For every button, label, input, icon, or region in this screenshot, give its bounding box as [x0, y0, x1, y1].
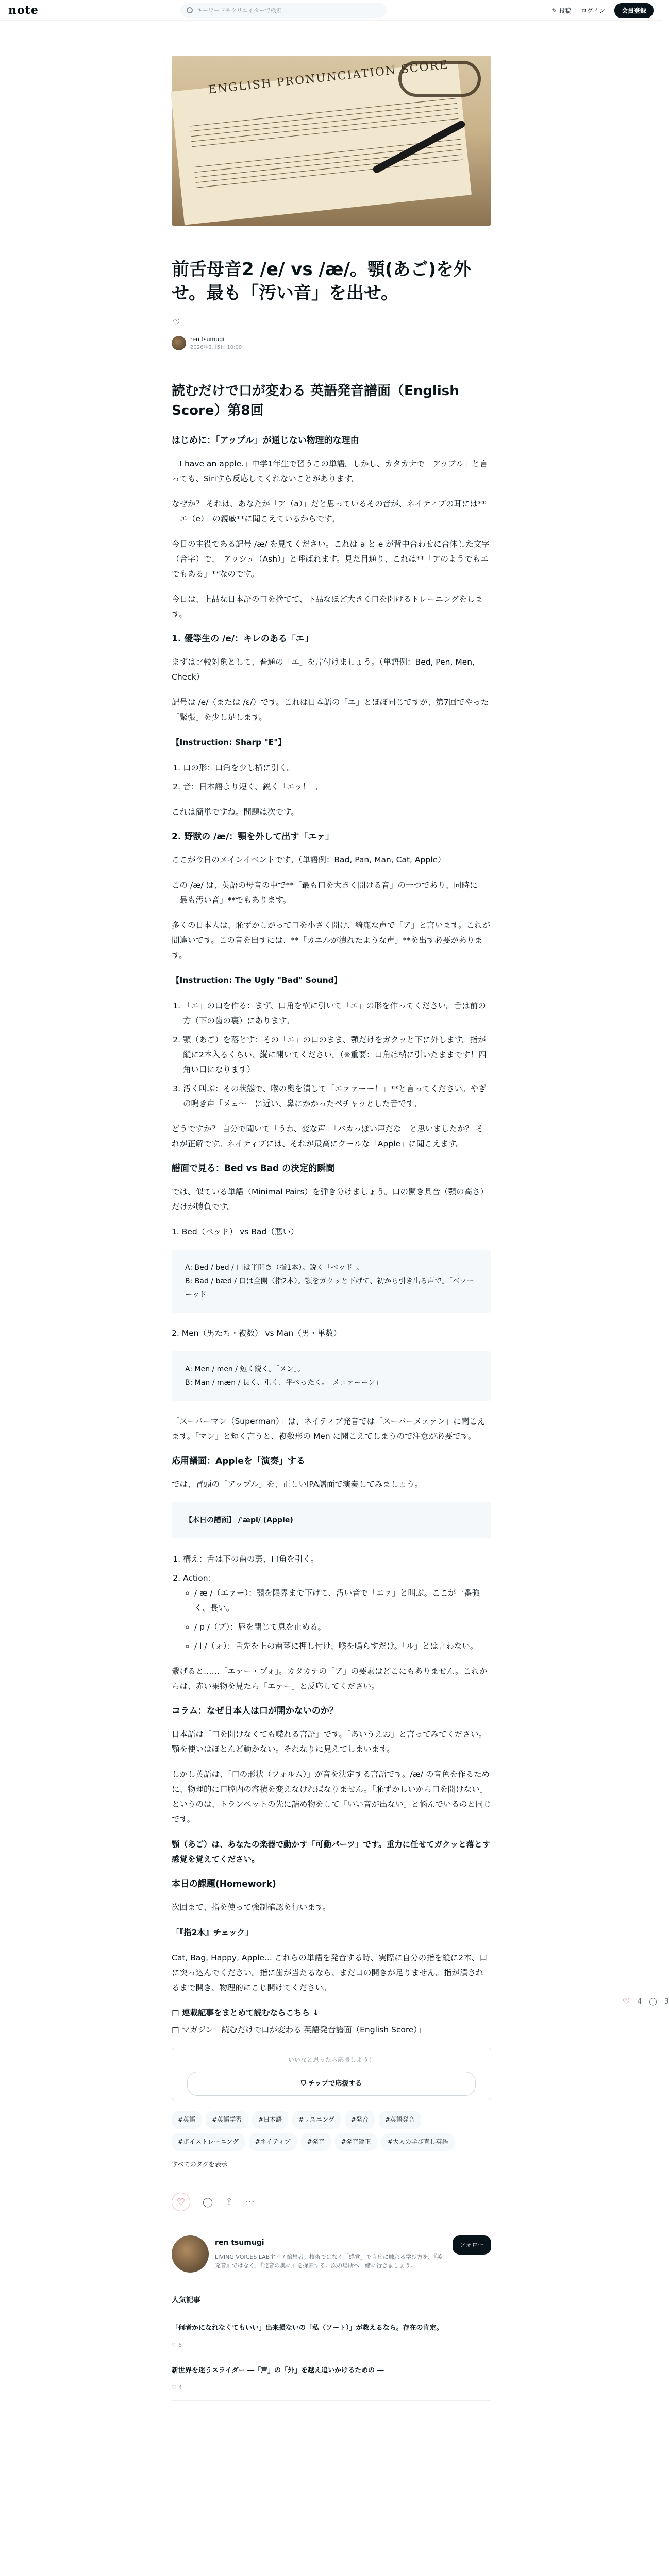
paragraph: では、似ている単語（Minimal Pairs）を弾き分けましょう。口の開き具合（顎の高さ）だけが勝負です。 — [172, 1187, 489, 1211]
instruction-list — [183, 760, 491, 794]
paragraph: これは簡単ですね。問題は次です。 — [172, 807, 299, 817]
list-item: 2. 顎（あご）を落とす：その「エ」の口のまま、顎だけをガクッと下に外します。指が縦に2本入るくらい、縦に開いてください。（※重要：口角は横に引いたままです！四角い口になります） — [183, 1032, 491, 1077]
action-list — [183, 1552, 491, 1654]
glasses-shape — [398, 61, 481, 97]
paragraph: 今日の主役である記号 /æ/ を見てください。これは a と e が背中合わせに合体した文字（合字）で、「アッシュ（Ash）」と呼ばれます。見た目通り、これは**「アのようでもエでもある」**なのです。 — [172, 539, 490, 579]
like-count: 4 — [637, 1997, 642, 2006]
example-box — [172, 1351, 491, 1401]
article-title: 前舌母音2 /e/ vs /æ/。顎(あご)を外せ。最も「汚い音」を出せ。 — [172, 259, 472, 303]
example-line: A: Men / men / 短く鋭く。「メン」。 — [185, 1365, 305, 1374]
more-icon[interactable]: ··· — [245, 2196, 255, 2208]
list-item — [183, 1571, 491, 1654]
popular-articles — [172, 2293, 491, 2401]
paragraph: 繋げると……「エァー・プォ」。カタカナの「ア」の要素はどこにもありません。これからは、赤い果物を見たら「エァー」と反応してください。 — [172, 1667, 488, 1691]
tag[interactable]: #大人の学び直し英語 — [381, 2133, 455, 2151]
avatar[interactable] — [172, 2235, 209, 2273]
comment-icon[interactable]: ◯ — [203, 2196, 213, 2208]
paragraph: この /æ/ は、英語の母音の中で**「最も口を大きく開ける音」の一つであり、同時に「最も汚い音」**でもあります。 — [172, 880, 478, 905]
tag[interactable]: #ボイストレーニング — [172, 2133, 245, 2151]
tag[interactable]: #英語学習 — [206, 2111, 248, 2129]
tag-list — [172, 2111, 491, 2151]
tip-button-label: チップで応援する — [308, 2080, 362, 2088]
author-profile — [172, 2227, 491, 2273]
paragraph: Cat, Bag, Happy, Apple... これらの単語を発音する時、実際に自分の指を縦に2本、口に突っ込んでください。指に歯が当たるなら、まだ口の開きが足りません。指が潰されるまで開き、物理的にこじ開けてください。 — [172, 1953, 488, 1992]
example-line: B: Man / mæn / 長く、重く、平べったく。「メェァーーン」 — [185, 1379, 383, 1387]
comment-count: 3 — [664, 1997, 669, 2006]
tag[interactable]: #発音矯正 — [335, 2133, 377, 2151]
section-heading: 2. 野獣の /æ/：顎を外して出す「エァ」 — [172, 832, 334, 842]
instruction-heading: 【Instruction: The Ugly "Bad" Sound】 — [172, 976, 342, 985]
paragraph: 次回まで、指を使って強制確認を行います。 — [172, 1903, 331, 1912]
article-body — [172, 381, 491, 2401]
tag[interactable]: #日本語 — [252, 2111, 288, 2129]
follow-button[interactable]: フォロー — [453, 2235, 491, 2255]
avatar[interactable] — [172, 336, 186, 350]
search-placeholder: キーワードやクリエイターで検索 — [197, 7, 282, 14]
like-count: 5 — [178, 2342, 182, 2348]
list-item: ◦ / æ /（エァー）：顎を限界まで下げて、汚い音で「エァ」と叫ぶ。ここが一番強く、長い。 — [194, 1586, 491, 1616]
tag[interactable]: #発音 — [301, 2133, 331, 2151]
popular-item-likes: ♡ 5 — [172, 2342, 182, 2348]
popular-title: 人気記事 — [172, 2296, 200, 2304]
hero-image — [172, 56, 491, 226]
note-logo[interactable]: note — [8, 3, 39, 17]
article-actions — [172, 2193, 491, 2211]
tip-button[interactable] — [187, 2072, 476, 2096]
support-label: いいなと思ったら応援しよう！ — [288, 2056, 375, 2063]
paragraph: なぜか？ それは、あなたが「ア（a）」だと思っているその音が、ネイティブの耳には**「エ（e）」の親戚**に聞こえているからです。 — [172, 499, 486, 523]
publish-date: 2026年2月5日 10:00 — [190, 345, 242, 350]
action-sublist — [194, 1586, 491, 1654]
paragraph: どうですか？ 自分で聞いて「うわ、変な声」「バカっぽい声だな」と思いましたか？ それが正解です。ネイティブには、それが最高にクールな「Apple」に聞こえます。 — [172, 1124, 484, 1148]
paragraph: まずは比較対象として、普通の「エ」を片付けましょう。（単語例：Bed, Pen, Men, Check） — [172, 657, 475, 682]
list-item: 1. 構え：舌は下の歯の裏、口角を引く。 — [183, 1552, 491, 1567]
paragraph: しかし英語は、「口の形状（フォルム）」が音を決定する言語です。/æ/ の音色を作るために、物理的に口腔内の容積を変えなければなりません。「恥ずかしいから口を開けない」というのは、トランペットの先に詰め物をして「いい音が出ない」と悩んでいるのと同じです。 — [172, 1770, 492, 1824]
paragraph: 日本語は「口を開けなくても喋れる言語」です。「あいうえお」と言ってみてください。顎を使いはほとんど動かない。それなりに見えてしまいます。 — [172, 1730, 487, 1754]
like-heart-icon[interactable]: ♡ — [623, 1996, 630, 2006]
popular-item[interactable] — [172, 2358, 491, 2401]
example-box — [172, 1250, 491, 1313]
share-icon[interactable]: ⇪ — [225, 2196, 233, 2208]
paragraph: 今日は、上品な日本語の口を捨てて、下品なほど大きく口を開けるトレーニングをします。 — [172, 595, 483, 619]
popular-item-likes: ♡ 4 — [172, 2384, 182, 2391]
author-name[interactable]: ren tsumugi — [190, 336, 225, 343]
tag[interactable]: #ネイティブ — [249, 2133, 297, 2151]
example-line: B: Bad / bæd / 口は全開（指2本）。顎をガクッと下げて、初から引き出る声で。「ベァーーッド」 — [185, 1277, 474, 1299]
tag[interactable]: #リスニング — [292, 2111, 341, 2129]
section-heading: 1. 優等生の /e/：キレのある「エ」 — [172, 634, 313, 644]
list-item: 2. 音：日本語より短く、鋭く「エッ！」。 — [183, 779, 491, 794]
signup-button[interactable]: 会員登録 — [614, 3, 654, 18]
post-label: 投稿 — [559, 7, 572, 14]
section-heading: はじめに：「アップル」が通じない物理的な理由 — [172, 435, 359, 446]
popular-item[interactable] — [172, 2315, 491, 2358]
header-actions — [552, 3, 654, 18]
paragraph: 多くの日本人は、恥ずかしがって口を小さく開け、綺麗な声で「ア」と言います。これが間違いです。この音を出すには、**「カエルが潰れたような声」**を出す必要があります。 — [172, 921, 491, 960]
search-icon — [187, 7, 193, 13]
profile-bio: LIVING VOICES LAB主宰 / 編集者。技術ではなく「感覚」で言葉に触れる学び方を。『英発音』ではなく、『発音の奥に』を探索する。次の場所へ一緒に行きましょう。 — [215, 2253, 443, 2269]
tag[interactable]: #発音 — [345, 2111, 375, 2129]
like-heart-icon[interactable]: ♡ — [172, 2193, 190, 2211]
paragraph: 「I have an apple.」中学1年生で習うこの単語。しかし、カタカナで「アップル」と言っても、Siriすら反応してくれないことがあります。 — [172, 459, 488, 483]
login-link[interactable]: ログイン — [580, 7, 605, 14]
section-heading: 譜面で見る：Bed vs Bad の決定的瞬間 — [172, 1163, 335, 1174]
list-item: 1. 口の形：口角を少し横に引く。 — [183, 760, 491, 775]
tag[interactable]: #英語 — [172, 2111, 202, 2129]
list-item: ◦ / l /（ォ）：舌先を上の歯茎に押し付け、喉を鳴らすだけ。「ル」とは言わない。 — [194, 1639, 491, 1654]
floating-actions — [623, 1996, 669, 2006]
series-label: □ 連載記事をまとめて読むならこちら ↓ — [172, 2008, 320, 2018]
paragraph: ここが今日のメインイベントです。（単語例：Bad, Pan, Man, Cat, Apple） — [172, 855, 446, 865]
instruction-list — [183, 998, 491, 1111]
series-magazine-link[interactable]: □ マガジン「読むだけで口が変わる 英語発音譜面（English Score）」 — [172, 2025, 426, 2035]
section-heading: 本日の課題(Homework) — [172, 1879, 276, 1889]
tip-icon: ⛉ — [300, 2080, 309, 2088]
list-item: ◦ / p /（プ）：唇を閉じて息を止める。 — [194, 1620, 491, 1635]
section-heading: 応用譜面：Appleを「演奏」する — [172, 1456, 305, 1466]
like-count: 4 — [178, 2384, 182, 2391]
popular-item-title: 新世界を迷うスライダー ―「声」の「外」を越え追いかけるための ― — [172, 2367, 384, 2375]
paragraph: では、冒頭の「アップル」を、正しいIPA譜面で演奏してみましょう。 — [172, 1480, 423, 1489]
example-line: A: Bed / bed / 口は半開き（指1本）。鋭く「ベッド」。 — [185, 1264, 364, 1272]
section-heading: コラム：なぜ日本人は口が開かないのか？ — [172, 1706, 338, 1716]
like-heart-icon[interactable]: ♡ — [173, 317, 180, 327]
support-box — [172, 2048, 491, 2100]
score-box — [172, 1502, 491, 1538]
pair-heading: 2. Men（男たち・複数） vs Man（男・単数） — [172, 1329, 342, 1338]
list-item: 3. 汚く叫ぶ：その状態で、喉の奥を潰して「エァァーー！」**と言ってください。やぎの鳴き声「メェ〜」に近い、鼻にかかったべチャッとした音です。 — [183, 1081, 491, 1111]
post-link[interactable] — [552, 6, 572, 15]
search-box[interactable] — [180, 3, 387, 18]
comment-icon[interactable]: ◯ — [649, 1997, 657, 2006]
author-line[interactable] — [172, 336, 242, 350]
paragraph: 「スーパーマン（Superman）」は、ネイティブ発音では「スーパーメェァン」に聞こえます。「マン」と短く言うと、複数形の Men に聞こえてしまうので注意が必要です。 — [172, 1417, 486, 1441]
list-item-label: Action： — [183, 1573, 216, 1583]
paragraph-emphasis: 顎（あご）は、あなたの楽器で動かす「可動パーツ」です。重力に任せてガクッと落とす感覚を覚えてください。 — [172, 1840, 491, 1864]
pencil-icon: ✎ — [551, 7, 557, 14]
header — [0, 0, 662, 21]
all-tags-link[interactable]: すべてのタグを表示 — [172, 2161, 227, 2168]
instruction-heading: 【Instruction: Sharp "E"】 — [172, 738, 286, 747]
tag[interactable]: #英語発音 — [379, 2111, 421, 2129]
article-heading: 読むだけで口が変わる 英語発音譜面（English Score）第8回 — [172, 383, 459, 418]
homework-heading: 「『指2本』チェック」 — [172, 1928, 253, 1937]
profile-name[interactable]: ren tsumugi — [215, 2239, 264, 2247]
list-item: 1. 「エ」の口を作る：まず、口角を横に引いて「エ」の形を作ってください。舌は前の方（下の歯の裏）にあります。 — [183, 998, 491, 1028]
paragraph: 記号は /e/（または /ɛ/）です。これは日本語の「エ」とほぼ同じですが、第7回でやった「緊張」を少し足します。 — [172, 698, 489, 722]
hero-image-text: ENGLISH PRONUNCIATION SCORE — [207, 58, 449, 97]
score-line: 【本日の譜面】 /ˈæpl/ (Apple) — [185, 1516, 293, 1524]
popular-item-title: 「何者かになれなくてもいい」出来損ないの「私（ソート）」が救えるなら。存在の肯定。 — [172, 2324, 443, 2332]
pair-heading: 1. Bed（ベッド） vs Bad（悪い） — [172, 1227, 299, 1236]
